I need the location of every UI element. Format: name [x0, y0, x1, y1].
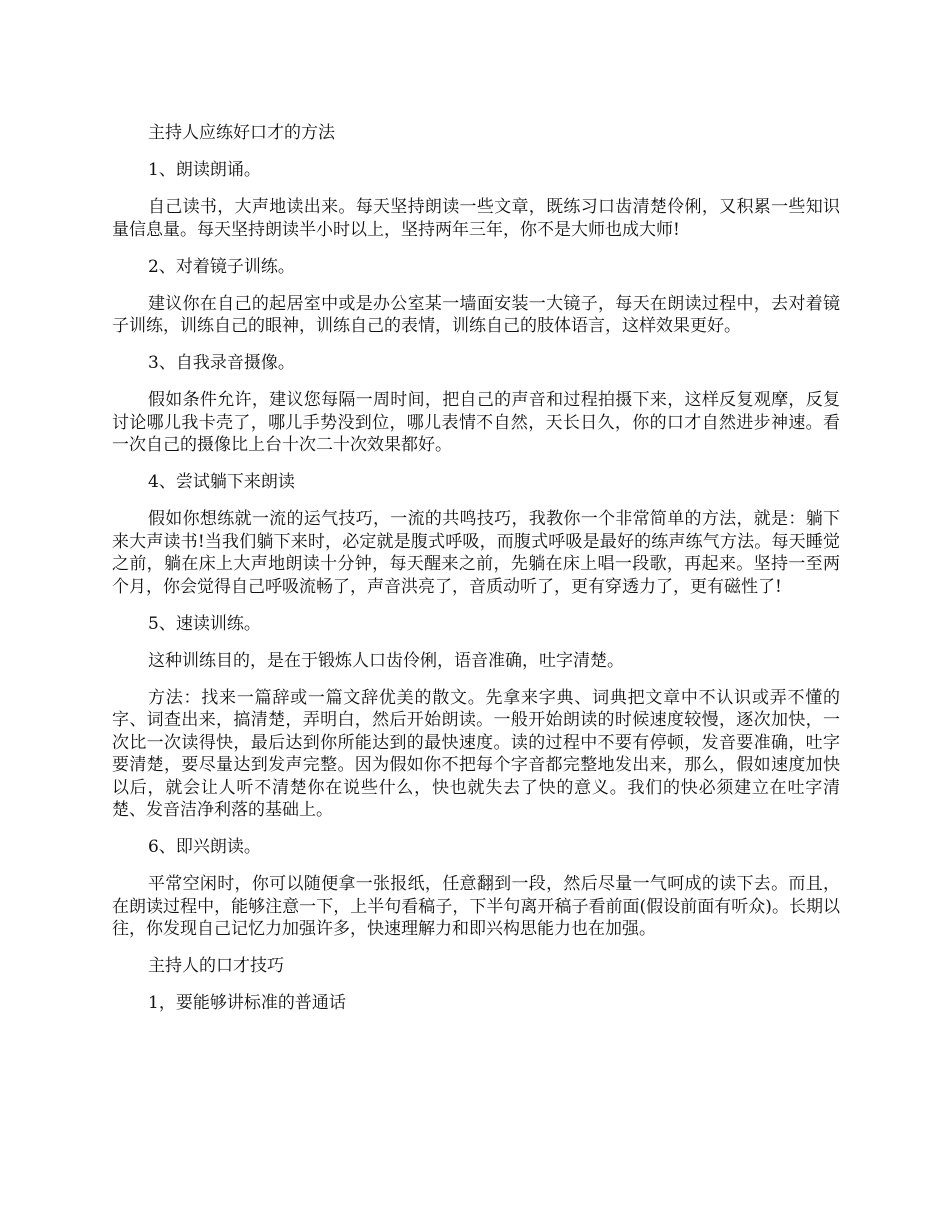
section-heading: 1、朗读朗诵。 [148, 160, 261, 180]
section-heading: 3、自我录音摄像。 [148, 353, 295, 373]
paragraph: 假如你想练就一流的运气技巧，一流的共鸣技巧，我教你一个非常简单的方法，就是：躺下来大声读书!当我们躺下来时，必定就是腹式呼吸，而腹式呼吸是最好的练声练气方法。每天睡觉之前，躺在床上大声地朗读十分钟，每天醒来之前，先躺在床上唱一段歌，再起来。坚持一至两个月，你会觉得自己呼吸流畅了，声音洪亮了，音质动听了，更有穿透力了，更有磁性了! [112, 509, 840, 597]
section-heading: 1，要能够讲标准的普通话 [148, 993, 346, 1013]
document-title: 主持人应练好口才的方法 [148, 123, 335, 143]
paragraph: 假如条件允许，建议您每隔一周时间，把自己的声音和过程拍摄下来，这样反复观摩，反复讨论哪儿我卡壳了，哪儿手势没到位，哪儿表情不自然，天长日久，你的口才自然进步神速。看一次自己的摄像比上台十次二十次效果都好。 [112, 390, 840, 455]
section-heading: 6、即兴朗读。 [148, 837, 261, 857]
paragraph: 自己读书，大声地读出来。每天坚持朗读一些文章，既练习口齿清楚伶俐，又积累一些知识量信息量。每天坚持朗读半小时以上，坚持两年三年，你不是大师也成大师! [112, 197, 840, 240]
subtitle-heading: 主持人的口才技巧 [148, 956, 284, 976]
paragraph: 平常空闲时，你可以随便拿一张报纸，任意翻到一段，然后尽量一气呵成的读下去。而且，在朗读过程中，能够注意一下，上半句看稿子，下半句离开稿子看前面(假设前面有听众)。长期以往，你发现自己记忆力加强许多，快速理解力和即兴构思能力也在加强。 [112, 874, 840, 939]
paragraph: 方法：找来一篇辞或一篇文辞优美的散文。先拿来字典、词典把文章中不认识或弄不懂的字、词查出来，搞清楚，弄明白，然后开始朗读。一般开始朗读的时候速度较慢，逐次加快，一次比一次读得快，最后达到你所能达到的最快速度。读的过程中不要有停顿，发音要准确，吐字要清楚，要尽量达到发声完整。因为假如你不把每个字音都完整地发出来，那么，假如速度加快以后，就会让人听不清楚你在说些什么，快也就失去了快的意义。我们的快必须建立在吐字清楚、发音洁净利落的基础上。 [112, 687, 840, 820]
section-heading: 4、尝试躺下来朗读 [148, 472, 295, 492]
paragraph: 这种训练目的，是在于锻炼人口齿伶俐，语音准确，吐字清楚。 [148, 650, 624, 671]
section-heading: 5、速读训练。 [148, 613, 261, 634]
paragraph: 建议你在自己的起居室中或是办公室某一墙面安装一大镜子，每天在朗读过程中，去对着镜子训练，训练自己的眼神，训练自己的表情，训练自己的肢体语言，这样效果更好。 [112, 293, 840, 336]
document-body [112, 122, 840, 1029]
section-heading: 2、对着镜子训练。 [148, 256, 295, 277]
